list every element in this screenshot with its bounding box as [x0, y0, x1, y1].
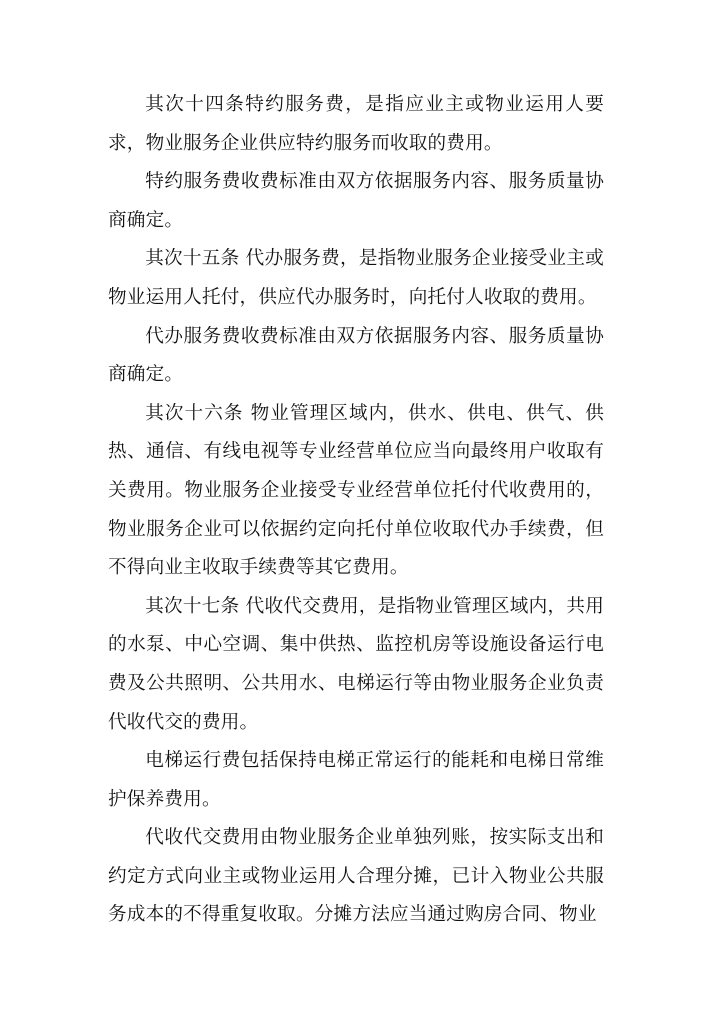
paragraph-agency-service-standard: 代办服务费收费标准由双方依据服务内容、服务质量协商确定。 [108, 325, 604, 386]
paragraph-elevator-fee: 电梯运行费包括保持电梯正常运行的能耗和电梯日常维护保养费用。 [108, 750, 604, 810]
document-body [108, 86, 604, 935]
paragraph-collection-allocation: 代收代交费用由物业服务企业单独列账，按实际支出和约定方式向业主或物业运用人合理分摊，已计入物业公共服务成本的不得重复收取。分摊方法应当通过购房合同、物业 [108, 827, 604, 926]
paragraph-special-service-standard: 特约服务费收费标准由双方依据服务内容、服务质量协商确定。 [108, 171, 604, 231]
paragraph-article-24: 其次十四条特约服务费，是指应业主或物业运用人要求，物业服务企业供应特约服务而收取的费用。 [108, 94, 604, 154]
paragraph-article-27: 其次十七条 代收代交费用，是指物业管理区域内，共用的水泵、中心空调、集中供热、监控机房等设施设备运行电费及公共照明、公共用水、电梯运行等由物业服务企业负责代收代交的费用。 [108, 595, 604, 733]
paragraph-article-25: 其次十五条 代办服务费，是指物业服务企业接受业主或物业运用人托付，供应代办服务时，向托付人收取的费用。 [108, 248, 604, 308]
paragraph-article-26: 其次十六条 物业管理区域内，供水、供电、供气、供热、通信、有线电视等专业经营单位应当向最终用户收取有关费用。物业服务企业接受专业经营单位托付代收费用的，物业服务企业可以依据约定向托付单位收取代办手续费，但不得向业主收取手续费等其它费用。 [108, 402, 604, 579]
